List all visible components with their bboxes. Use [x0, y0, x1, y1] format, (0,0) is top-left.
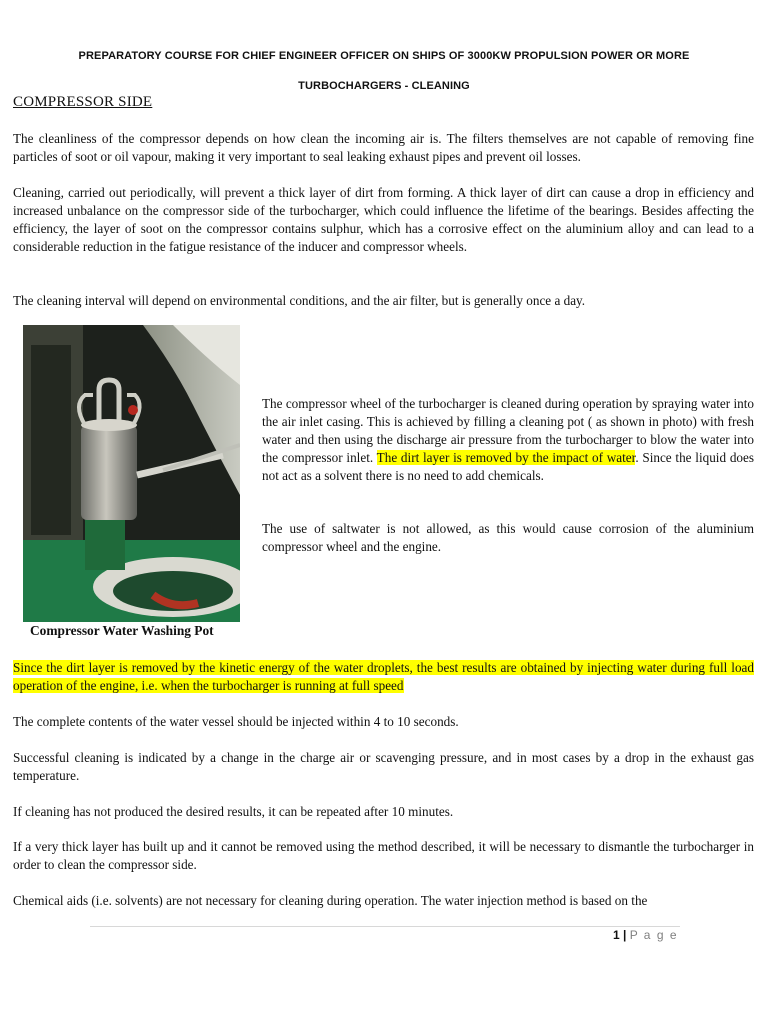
topic-title: TURBOCHARGERS - CLEANING [298, 80, 470, 92]
paragraph-chemical-aids: Chemical aids (i.e. solvents) are not necessary for cleaning during operation. The water injection method is based on the [13, 893, 648, 908]
paragraph-kinetic-energy [13, 659, 754, 695]
page-number-value: 1 [612, 928, 620, 942]
paragraph-wheel-cleaning [262, 395, 754, 485]
page-separator: | [622, 928, 627, 942]
paragraph-saltwater: The use of saltwater is not allowed, as this would cause corrosion of the aluminium compressor wheel and the engine. [262, 521, 754, 554]
page-label: P a g e [629, 928, 678, 942]
paragraph-dismantle: If a very thick layer has built up and it cannot be removed using the method described, it will be necessary to dismantle the turbocharger in order to clean the compressor side. [13, 839, 754, 872]
washing-pot-illustration [23, 325, 240, 622]
paragraph-cleanliness: The cleanliness of the compressor depends on how clean the incoming air is. The filters themselves are not capable of removing fine particles of soot or oil vapour, making it very important to seal leaking exhaust pipes and prevent oil losses. [13, 131, 754, 164]
wheel-cleaning-text-end: . Since the liquid does not act as a solvent there is no need to add chemicals. [262, 450, 754, 483]
page-number [613, 928, 678, 942]
washing-pot-photo [23, 325, 240, 622]
paragraph-cleaning-interval: The cleaning interval will depend on environmental conditions, and the air filter, but is generally once a day. [13, 293, 586, 308]
paragraph-injection-time: The complete contents of the water vessel should be injected within 4 to 10 seconds. [13, 714, 459, 729]
wheel-cleaning-text: The compressor wheel of the turbocharger is cleaned during operation by spraying water into the air inlet casing. This is achieved by filling a cleaning pot ( as shown in photo) with fresh water and then using the discharge air pressure from the turbocharger to blow the water into the compressor inlet. [262, 396, 754, 465]
paragraph-periodic-cleaning: Cleaning, carried out periodically, will prevent a thick layer of dirt from forming. A thick layer of dirt can cause a drop in efficiency and increased unbalance on the compressor side of the turbocharger, which could influence the lifetime of the bearings. Besides affecting the efficiency, the layer of soot on the compressor contains sulphur, which has a corrosive effect on the aluminium alloy and can lead to a considerable reduction in the fatigue resistance of the inducer and compressor wheels. [13, 185, 754, 254]
photo-caption: Compressor Water Washing Pot [30, 623, 214, 638]
paragraph-repeat: If cleaning has not produced the desired results, it can be repeated after 10 minutes. [13, 804, 454, 819]
highlight-dirt-layer: The dirt layer is removed by the impact of water [376, 450, 636, 465]
highlight-kinetic-energy: Since the dirt layer is removed by the kinetic energy of the water droplets, the best results are obtained by injecting water during full load operation of the engine, i.e. when the turbocharger is running at full speed [13, 660, 754, 693]
section-title: COMPRESSOR SIDE [13, 94, 153, 110]
course-title: PREPARATORY COURSE FOR CHIEF ENGINEER OFFICER ON SHIPS OF 3000KW PROPULSION POWER OR MORE [78, 50, 690, 62]
paragraph-successful-cleaning: Successful cleaning is indicated by a change in the charge air or scavenging pressure, and in most cases by a drop in the exhaust gas temperature. [13, 750, 754, 783]
footer-divider [90, 926, 680, 927]
